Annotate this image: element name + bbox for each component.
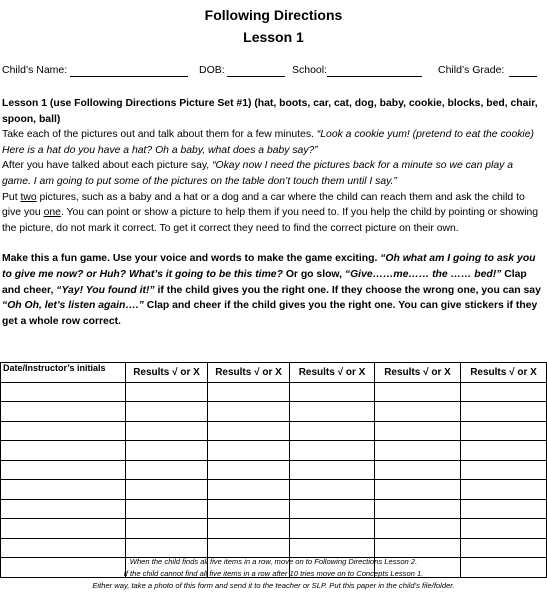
instruction-paragraph-2: After you have talked about each picture say, “Okay now I need the pictures back for a minute so we can play a game. I am going to put some of the pictures on the table don’t touch them until I say.” bbox=[2, 160, 513, 187]
table-header-row bbox=[1, 363, 547, 383]
result-cell[interactable] bbox=[126, 382, 208, 402]
result-cell[interactable] bbox=[290, 460, 375, 480]
table-row bbox=[1, 519, 547, 539]
footer-line-1: When the child finds all five items in a row, move on to Following Directions Lesson 2. bbox=[129, 557, 418, 566]
table-row bbox=[1, 421, 547, 441]
instruction-paragraph-4: Make this a fun game. Use your voice and words to make the game exciting. “Oh what am I going to ask you to give me now? or Huh? What’s it going to be this time? Or go slow, “Give……me…… the …… bed!” Clap and cheer, “Yay! You found it!” if the child gives you the right one. If they choose the wrong one, you can say “Oh Oh, let’s listen again….” Clap and cheer if the child gives you the right one. You can give stickers if they get a whole row correct. bbox=[2, 253, 541, 327]
result-cell[interactable] bbox=[461, 538, 547, 558]
date-initials-cell[interactable] bbox=[1, 480, 126, 500]
result-cell[interactable] bbox=[290, 402, 375, 422]
column-header-results: Results √ or X bbox=[461, 363, 547, 383]
result-cell[interactable] bbox=[375, 519, 461, 539]
grade-field[interactable] bbox=[509, 76, 537, 77]
result-cell[interactable] bbox=[461, 402, 547, 422]
footer-line-3: Either way, take a photo of this form and send it to the teacher or SLP. Put this paper in the child’s file/folder. bbox=[92, 581, 455, 590]
footer-notes bbox=[0, 556, 547, 592]
result-cell[interactable] bbox=[126, 538, 208, 558]
child-info-row bbox=[2, 64, 547, 80]
result-cell[interactable] bbox=[126, 480, 208, 500]
result-cell[interactable] bbox=[375, 402, 461, 422]
result-cell[interactable] bbox=[375, 441, 461, 461]
result-cell[interactable] bbox=[461, 421, 547, 441]
table-row bbox=[1, 402, 547, 422]
column-header-results: Results √ or X bbox=[375, 363, 461, 383]
table-row bbox=[1, 441, 547, 461]
page-subtitle: Lesson 1 bbox=[243, 29, 304, 45]
result-cell[interactable] bbox=[208, 499, 290, 519]
result-cell[interactable] bbox=[461, 480, 547, 500]
column-header-results: Results √ or X bbox=[126, 363, 208, 383]
result-cell[interactable] bbox=[208, 421, 290, 441]
result-cell[interactable] bbox=[461, 499, 547, 519]
result-cell[interactable] bbox=[290, 421, 375, 441]
child-name-label: Child’s Name: bbox=[2, 64, 68, 76]
page-title: Following Directions bbox=[204, 7, 343, 23]
footer-line-2: If the child cannot find all five items in a row after 10 tries move on to Concepts Lesson 1. bbox=[123, 569, 424, 578]
result-cell[interactable] bbox=[208, 460, 290, 480]
date-initials-cell[interactable] bbox=[1, 382, 126, 402]
result-cell[interactable] bbox=[126, 519, 208, 539]
result-cell[interactable] bbox=[290, 441, 375, 461]
result-cell[interactable] bbox=[208, 441, 290, 461]
school-field[interactable] bbox=[327, 76, 422, 77]
date-initials-cell[interactable] bbox=[1, 402, 126, 422]
school-label: School: bbox=[292, 64, 328, 76]
child-name-field[interactable] bbox=[70, 76, 188, 77]
result-cell[interactable] bbox=[208, 402, 290, 422]
result-cell[interactable] bbox=[290, 480, 375, 500]
date-initials-cell[interactable] bbox=[1, 460, 126, 480]
dob-label: DOB: bbox=[199, 64, 225, 76]
column-header-date: Date/Instructor’s initials bbox=[1, 363, 126, 383]
result-cell[interactable] bbox=[375, 382, 461, 402]
lesson-heading: Lesson 1 (use Following Directions Picture Set #1) (hat, boots, car, cat, dog, baby, cookie, blocks, bed, chair, spoon, ball) bbox=[2, 98, 538, 125]
result-cell[interactable] bbox=[126, 460, 208, 480]
table-row bbox=[1, 460, 547, 480]
column-header-results: Results √ or X bbox=[290, 363, 375, 383]
result-cell[interactable] bbox=[461, 460, 547, 480]
results-table-body bbox=[1, 382, 547, 577]
result-cell[interactable] bbox=[375, 538, 461, 558]
instruction-paragraph-3: Put two pictures, such as a baby and a hat or a dog and a car where the child can reach them and ask the child to give you one. You can point or show a picture to help them if you need to. If you help the child by pointing or showing the picture, do not mark it correct. To get it correct they need to find the correct picture on their own. bbox=[2, 191, 539, 234]
result-cell[interactable] bbox=[208, 480, 290, 500]
result-cell[interactable] bbox=[375, 421, 461, 441]
result-cell[interactable] bbox=[126, 421, 208, 441]
instruction-paragraph-1: Take each of the pictures out and talk about them for a few minutes. “Look a cookie yum! (pretend to eat the cookie) Here is a hat do you have a hat? Oh a baby, what does a baby say?” bbox=[2, 129, 534, 156]
table-row bbox=[1, 499, 547, 519]
date-initials-cell[interactable] bbox=[1, 421, 126, 441]
result-cell[interactable] bbox=[290, 538, 375, 558]
date-initials-cell[interactable] bbox=[1, 499, 126, 519]
date-initials-cell[interactable] bbox=[1, 441, 126, 461]
table-row bbox=[1, 538, 547, 558]
result-cell[interactable] bbox=[290, 519, 375, 539]
result-cell[interactable] bbox=[208, 519, 290, 539]
result-cell[interactable] bbox=[375, 460, 461, 480]
result-cell[interactable] bbox=[126, 499, 208, 519]
date-initials-cell[interactable] bbox=[1, 519, 126, 539]
result-cell[interactable] bbox=[375, 480, 461, 500]
table-row bbox=[1, 382, 547, 402]
result-cell[interactable] bbox=[461, 382, 547, 402]
result-cell[interactable] bbox=[208, 538, 290, 558]
result-cell[interactable] bbox=[208, 382, 290, 402]
instructions bbox=[2, 96, 544, 329]
result-cell[interactable] bbox=[461, 441, 547, 461]
table-row bbox=[1, 480, 547, 500]
result-cell[interactable] bbox=[461, 519, 547, 539]
dob-field[interactable] bbox=[227, 76, 285, 77]
result-cell[interactable] bbox=[126, 441, 208, 461]
column-header-results: Results √ or X bbox=[208, 363, 290, 383]
results-table bbox=[0, 362, 547, 578]
result-cell[interactable] bbox=[126, 402, 208, 422]
result-cell[interactable] bbox=[375, 499, 461, 519]
result-cell[interactable] bbox=[290, 382, 375, 402]
date-initials-cell[interactable] bbox=[1, 538, 126, 558]
result-cell[interactable] bbox=[290, 499, 375, 519]
grade-label: Child’s Grade: bbox=[438, 64, 505, 76]
